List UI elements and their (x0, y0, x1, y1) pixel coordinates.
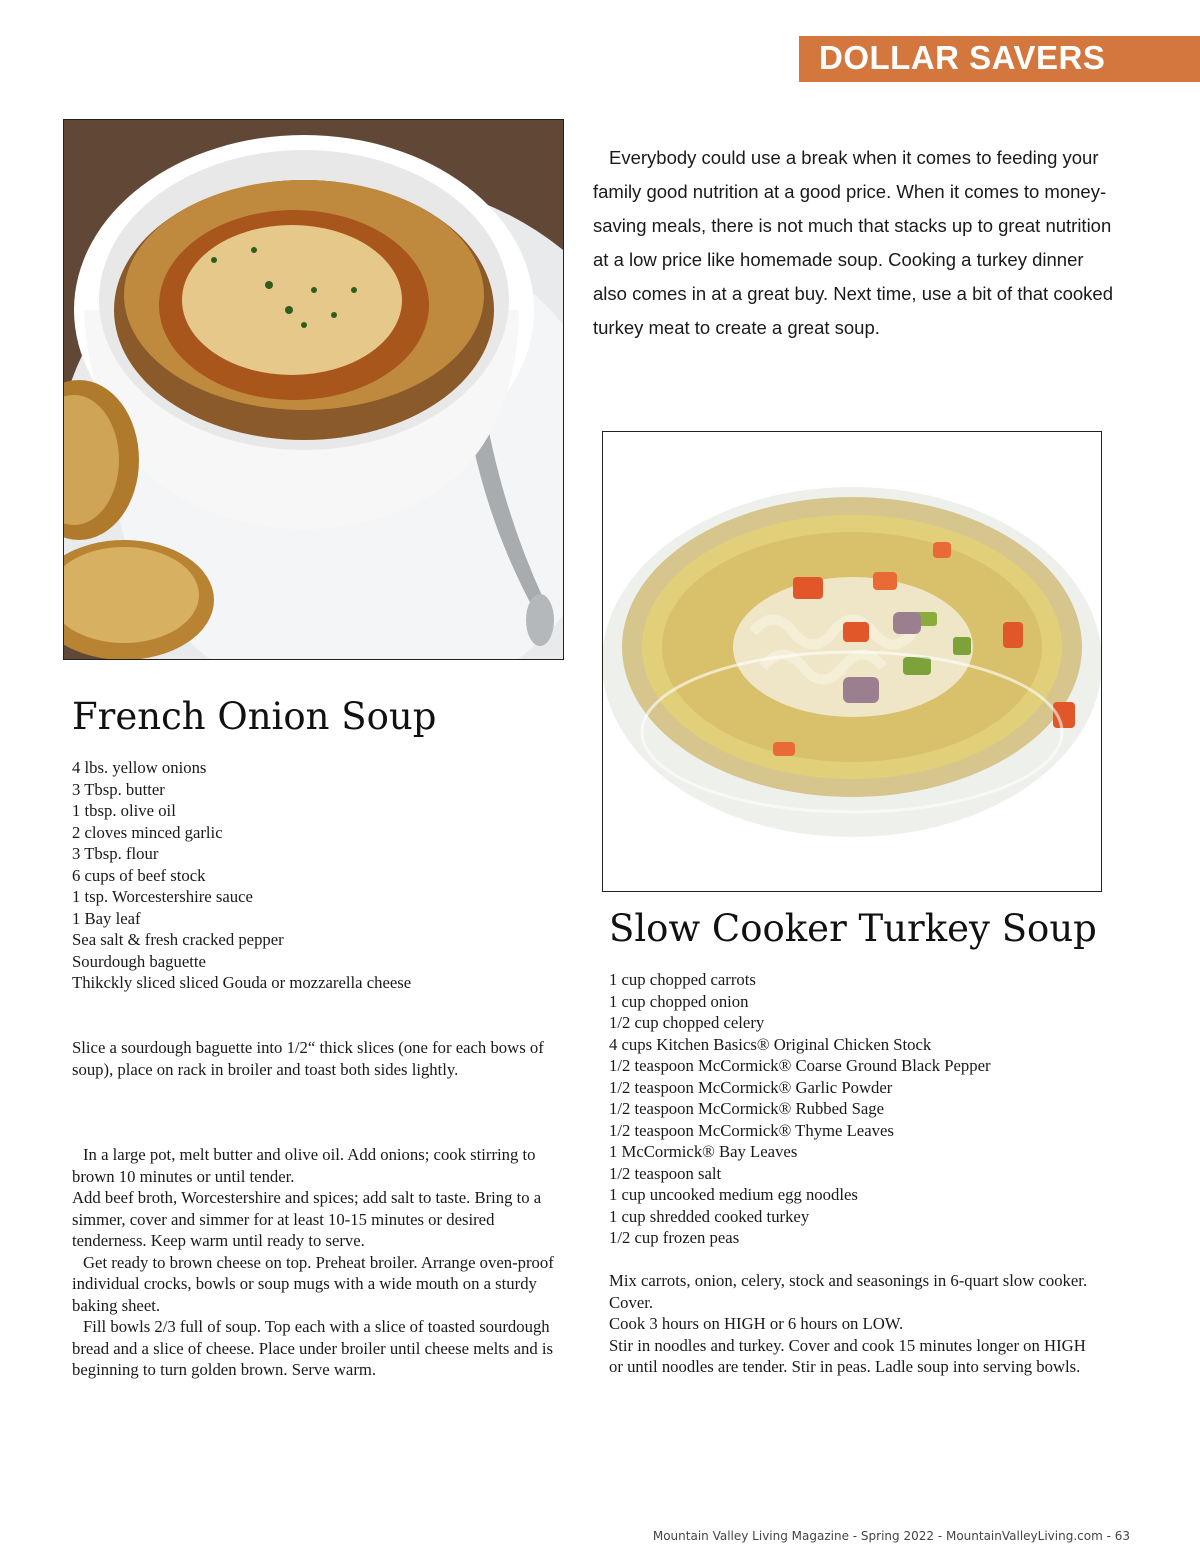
ingredient-item: 1 tsp. Worcestershire sauce (72, 887, 253, 906)
ingredient-item: 3 Tbsp. flour (72, 844, 159, 863)
direction-step: Add beef broth, Worcestershire and spices; add salt to taste. Bring to a simmer, cover and simmer for at least 10-15 minutes or desired tenderness. Keep warm until ready to serve. (72, 1188, 542, 1250)
ingredient-item: 1 Bay leaf (72, 908, 141, 928)
ingredient-item: 1 McCormick® Bay Leaves (609, 1142, 798, 1161)
ingredient-item: 2 cloves minced garlic (72, 822, 223, 842)
ingredient-item: 1/2 cup chopped celery (609, 1013, 765, 1032)
ingredient-item: 1/2 teaspoon McCormick® Thyme Leaves (609, 1120, 894, 1140)
section-banner (799, 36, 1200, 82)
toast-step-text: Slice a sourdough baguette into 1/2“ thick slices (one for each bows of soup), place on rack in broiler and toast both sides lightly. (72, 1038, 544, 1079)
direction-step: Stir in noodles and turkey. Cover and cook 15 minutes longer on HIGH or until noodles are tender. Stir in peas. Ladle soup into serving bowls. (609, 1335, 1086, 1376)
ingredient-item: 1 cup chopped carrots (609, 970, 756, 989)
direction-step: Get ready to brown cheese on top. Preheat broiler. Arrange oven-proof individual crocks, bowls or soup mugs with a wide mouth on a sturdy baking sheet. (72, 1252, 554, 1315)
ingredient-item: 1/2 teaspoon McCormick® Rubbed Sage (609, 1099, 885, 1118)
direction-step: Mix carrots, onion, celery, stock and seasonings in 6-quart slow cooker. Cover. (609, 1271, 1088, 1312)
french-onion-soup-photo (63, 119, 564, 660)
intro-paragraph: Everybody could use a break when it comes to feeding your family good nutrition at a good price. When it comes to money-saving meals, there is not much that stacks up to great nutrition at a low price like homemade soup. Cooking a turkey dinner also comes in at a great buy. Next time, use a bit of that cooked turkey meat to create a great soup. (593, 147, 1113, 338)
direction-step: Cook 3 hours on HIGH or 6 hours on LOW. (609, 1314, 904, 1333)
turkey-soup-title: Slow Cooker Turkey Soup (609, 907, 1097, 950)
ingredient-item: Thikckly sliced sliced Gouda or mozzarella cheese (72, 973, 412, 992)
ingredient-item: 1 cup uncooked medium egg noodles (609, 1185, 858, 1204)
direction-step: Fill bowls 2/3 full of soup. Top each with a slice of toasted sourdough bread and a slice of cheese. Place under broiler until cheese melts and is beginning to turn golden brown. Serve warm. (72, 1317, 553, 1379)
ingredient-item: 1 cup shredded cooked turkey (609, 1206, 810, 1226)
ingredient-item: 6 cups of beef stock (72, 865, 206, 885)
page-footer: Mountain Valley Living Magazine - Spring 2022 - MountainValleyLiving.com - 63 (652, 1529, 1130, 1543)
ingredient-item: 1/2 cup frozen peas (609, 1228, 740, 1247)
turkey-soup-ingredients (609, 969, 991, 1249)
banner-label: DOLLAR SAVERS (819, 39, 1106, 76)
ingredient-item: Sourdough baguette (72, 951, 206, 971)
ingredient-item: 1 cup chopped onion (609, 991, 749, 1011)
ingredient-item: 1/2 teaspoon McCormick® Coarse Ground Black Pepper (609, 1056, 991, 1075)
ingredient-item: 1/2 teaspoon McCormick® Garlic Powder (609, 1077, 893, 1097)
ingredient-item: 1/2 teaspoon salt (609, 1163, 722, 1183)
ingredient-item: Sea salt & fresh cracked pepper (72, 930, 284, 949)
french-onion-ingredients (72, 757, 411, 994)
turkey-soup-photo (602, 431, 1102, 892)
french-onion-soup-title: French Onion Soup (72, 695, 437, 738)
turkey-soup-directions (609, 1270, 1099, 1378)
ingredient-item: 4 lbs. yellow onions (72, 758, 207, 777)
french-onion-directions (72, 1144, 562, 1381)
ingredient-item: 1 tbsp. olive oil (72, 801, 176, 820)
direction-step: In a large pot, melt butter and olive oil. Add onions; cook stirring to brown 10 minutes or until tender. (72, 1145, 536, 1186)
ingredient-item: 4 cups Kitchen Basics® Original Chicken Stock (609, 1034, 932, 1054)
ingredient-item: 3 Tbsp. butter (72, 779, 165, 799)
french-onion-toast-step (72, 1037, 562, 1080)
